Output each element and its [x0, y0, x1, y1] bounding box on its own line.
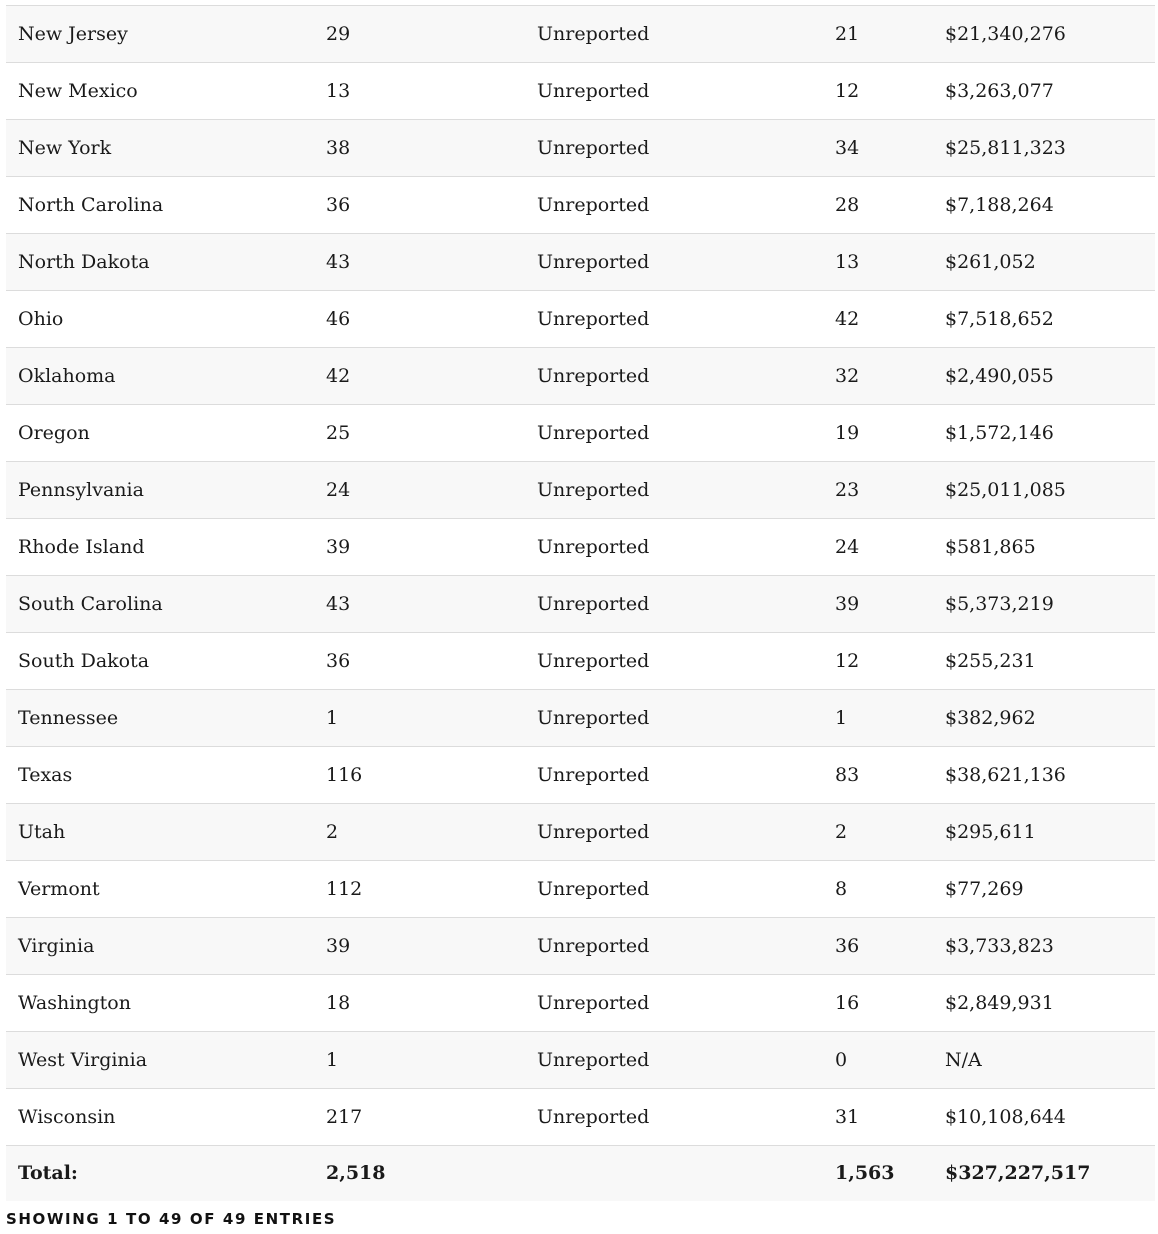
table-row	[6, 1089, 1155, 1146]
cell-col-4: $2,849,931	[945, 992, 1054, 1014]
cell-state: Pennsylvania	[18, 479, 144, 501]
cell-col-1: 217	[326, 1106, 363, 1128]
cell-state: Oregon	[18, 422, 90, 444]
cell-state: Oklahoma	[18, 365, 116, 387]
cell-col-4: $1,572,146	[945, 422, 1054, 444]
cell-state: Texas	[18, 764, 73, 786]
cell-col-1: 112	[326, 878, 363, 900]
cell-col-1: 2	[326, 821, 339, 843]
cell-col-3: 83	[835, 764, 860, 786]
cell-col-1: 25	[326, 422, 351, 444]
cell-col-4: $255,231	[945, 650, 1036, 672]
cell-col-3: 28	[835, 194, 860, 216]
cell-col-2: Unreported	[537, 422, 650, 444]
cell-col-1: 18	[326, 992, 351, 1014]
cell-col-1: 43	[326, 251, 351, 273]
cell-col-4: $295,611	[945, 821, 1036, 843]
cell-col-1: 29	[326, 23, 351, 45]
cell-state: Virginia	[18, 935, 95, 957]
cell-col-1: 42	[326, 365, 351, 387]
cell-col-3: 16	[835, 992, 860, 1014]
cell-col-1: 46	[326, 308, 351, 330]
table-row	[6, 177, 1155, 234]
cell-col-1: 13	[326, 80, 351, 102]
cell-col-2: Unreported	[537, 23, 650, 45]
cell-col-4: N/A	[945, 1049, 982, 1071]
cell-col-3: 19	[835, 422, 860, 444]
cell-col-1: 36	[326, 194, 351, 216]
cell-col-2: Unreported	[537, 1049, 650, 1071]
cell-col-2: Unreported	[537, 536, 650, 558]
cell-col-4: $7,518,652	[945, 308, 1054, 330]
cell-col-3: 34	[835, 137, 860, 159]
table-row	[6, 234, 1155, 291]
cell-col-3: 12	[835, 80, 860, 102]
cell-col-1: 38	[326, 137, 351, 159]
cell-col-2: Unreported	[537, 251, 650, 273]
cell-col-2: Unreported	[537, 650, 650, 672]
table-row	[6, 120, 1155, 177]
table-row	[6, 804, 1155, 861]
cell-col-1: 1	[326, 707, 339, 729]
cell-col-2: Unreported	[537, 992, 650, 1014]
cell-state: Utah	[18, 821, 66, 843]
data-table	[6, 5, 1155, 1201]
cell-state: Rhode Island	[18, 536, 145, 558]
cell-col-2: Unreported	[537, 1106, 650, 1128]
table-row	[6, 291, 1155, 348]
total-col-3: 1,563	[835, 1162, 895, 1184]
cell-col-4: $7,188,264	[945, 194, 1054, 216]
table-row	[6, 690, 1155, 747]
cell-state: New Mexico	[18, 80, 138, 102]
cell-col-3: 23	[835, 479, 860, 501]
cell-state: North Carolina	[18, 194, 164, 216]
cell-col-1: 43	[326, 593, 351, 615]
table-total-row	[6, 1146, 1155, 1201]
cell-state: South Dakota	[18, 650, 150, 672]
cell-state: West Virginia	[18, 1049, 148, 1071]
table-row	[6, 747, 1155, 804]
cell-col-1: 116	[326, 764, 363, 786]
cell-col-2: Unreported	[537, 479, 650, 501]
cell-col-3: 1	[835, 707, 848, 729]
cell-col-3: 8	[835, 878, 848, 900]
cell-col-4: $581,865	[945, 536, 1036, 558]
table-row	[6, 633, 1155, 690]
table-row	[6, 63, 1155, 120]
cell-col-1: 24	[326, 479, 351, 501]
cell-col-4: $382,962	[945, 707, 1036, 729]
cell-col-3: 21	[835, 23, 860, 45]
cell-col-2: Unreported	[537, 707, 650, 729]
cell-col-4: $261,052	[945, 251, 1036, 273]
table-row	[6, 918, 1155, 975]
table-row	[6, 576, 1155, 633]
total-col-4: $327,227,517	[945, 1162, 1091, 1184]
cell-col-2: Unreported	[537, 935, 650, 957]
cell-col-4: $10,108,644	[945, 1106, 1066, 1128]
cell-col-3: 31	[835, 1106, 860, 1128]
total-label: Total:	[18, 1162, 78, 1184]
cell-state: South Carolina	[18, 593, 163, 615]
cell-col-4: $38,621,136	[945, 764, 1066, 786]
cell-col-3: 42	[835, 308, 860, 330]
table-row	[6, 861, 1155, 918]
cell-state: Ohio	[18, 308, 64, 330]
cell-col-2: Unreported	[537, 137, 650, 159]
cell-state: New York	[18, 137, 112, 159]
cell-col-2: Unreported	[537, 764, 650, 786]
cell-col-4: $25,011,085	[945, 479, 1066, 501]
table-row	[6, 1032, 1155, 1089]
cell-col-4: $3,263,077	[945, 80, 1054, 102]
cell-state: Washington	[18, 992, 131, 1014]
cell-col-3: 12	[835, 650, 860, 672]
cell-col-2: Unreported	[537, 308, 650, 330]
table-row	[6, 462, 1155, 519]
cell-col-2: Unreported	[537, 593, 650, 615]
table-row	[6, 519, 1155, 576]
cell-state: Vermont	[18, 878, 100, 900]
cell-col-2: Unreported	[537, 878, 650, 900]
table-row	[6, 975, 1155, 1032]
cell-state: Wisconsin	[18, 1106, 116, 1128]
cell-col-1: 39	[326, 935, 351, 957]
cell-col-4: $77,269	[945, 878, 1024, 900]
cell-col-4: $5,373,219	[945, 593, 1054, 615]
cell-col-2: Unreported	[537, 821, 650, 843]
cell-col-1: 36	[326, 650, 351, 672]
cell-col-3: 13	[835, 251, 860, 273]
table-row	[6, 348, 1155, 405]
cell-col-1: 39	[326, 536, 351, 558]
cell-col-1: 1	[326, 1049, 339, 1071]
table-body	[6, 5, 1155, 1146]
cell-state: North Dakota	[18, 251, 150, 273]
cell-col-2: Unreported	[537, 194, 650, 216]
cell-col-2: Unreported	[537, 365, 650, 387]
table-row	[6, 5, 1155, 63]
cell-col-3: 0	[835, 1049, 848, 1071]
cell-col-2: Unreported	[537, 80, 650, 102]
cell-col-4: $25,811,323	[945, 137, 1066, 159]
cell-col-3: 36	[835, 935, 860, 957]
cell-state: Tennessee	[18, 707, 119, 729]
cell-col-4: $3,733,823	[945, 935, 1054, 957]
table-row	[6, 405, 1155, 462]
cell-col-3: 2	[835, 821, 848, 843]
total-col-1: 2,518	[326, 1162, 386, 1184]
cell-col-4: $2,490,055	[945, 365, 1054, 387]
cell-col-3: 39	[835, 593, 860, 615]
cell-col-3: 24	[835, 536, 860, 558]
cell-col-4: $21,340,276	[945, 23, 1066, 45]
cell-col-3: 32	[835, 365, 860, 387]
table-info: SHOWING 1 TO 49 OF 49 ENTRIES	[6, 1210, 337, 1228]
cell-state: New Jersey	[18, 23, 128, 45]
